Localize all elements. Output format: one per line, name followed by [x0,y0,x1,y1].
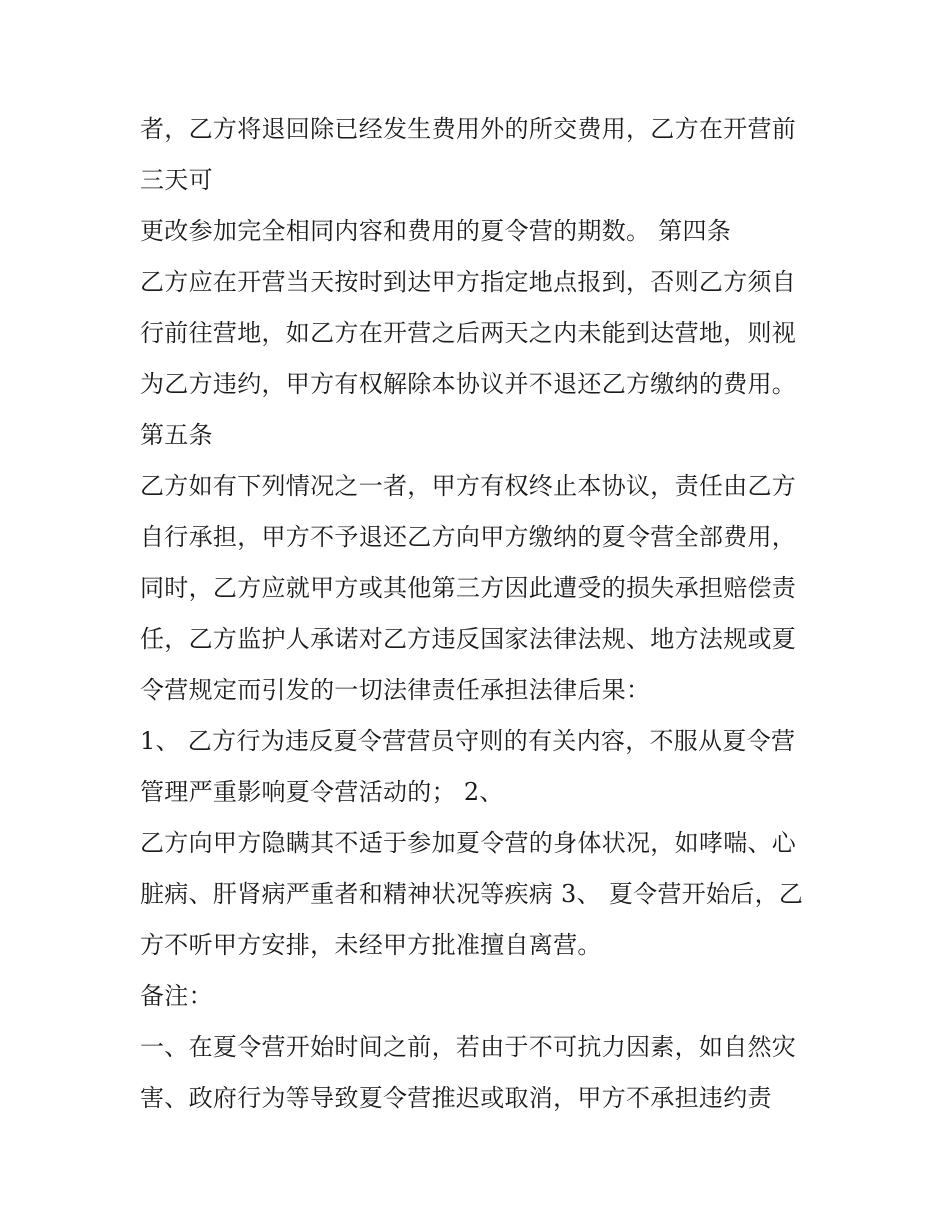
text-line: 乙方应在开营当天按时到达甲方指定地点报到，否则乙方须自 [140,268,797,296]
text-line: 令营规定而引发的一切法律责任承担法律后果： [140,676,651,704]
list-item: 脏病、肝肾病严重者和精神状况等疾病 3、 夏令营开始后，乙 [140,880,804,908]
text-line: 同时，乙方应就甲方或其他第三方因此遭受的损失承担赔偿责 [140,574,797,602]
text-line: 害、政府行为等导致夏令营推迟或取消，甲方不承担违约责 [140,1084,772,1112]
text-line: 三天可 [140,166,213,194]
notes-heading: 备注： [140,982,213,1010]
text-line: 更改参加完全相同内容和费用的夏令营的期数。 第四条 [140,217,732,245]
text-line: 乙方如有下列情况之一者，甲方有权终止本协议，责任由乙方 [140,472,797,500]
text-line: 自行承担，甲方不予退还乙方向甲方缴纳的夏令营全部费用， [140,523,797,551]
document-body [140,104,820,1124]
text-line: 任，乙方监护人承诺对乙方违反国家法律法规、地方法规或夏 [140,625,797,653]
list-item: 乙方向甲方隐瞒其不适于参加夏令营的身体状况，如哮喘、心 [140,829,797,857]
list-item: 1、 乙方行为违反夏令营营员守则的有关内容，不服从夏令营 [140,727,796,755]
section-heading: 第五条 [140,421,213,449]
text-line: 行前往营地，如乙方在开营之后两天之内未能到达营地，则视 [140,319,797,347]
text-line: 者，乙方将退回除已经发生费用外的所交费用，乙方在开营前 [140,115,797,143]
text-line: 为乙方违约，甲方有权解除本协议并不退还乙方缴纳的费用。 [140,370,797,398]
list-item: 管理严重影响夏令营活动的； 2、 [140,778,504,806]
list-item: 方不听甲方安排，未经甲方批准擅自离营。 [140,931,602,959]
text-line: 一、在夏令营开始时间之前，若由于不可抗力因素，如自然灾 [140,1033,797,1061]
